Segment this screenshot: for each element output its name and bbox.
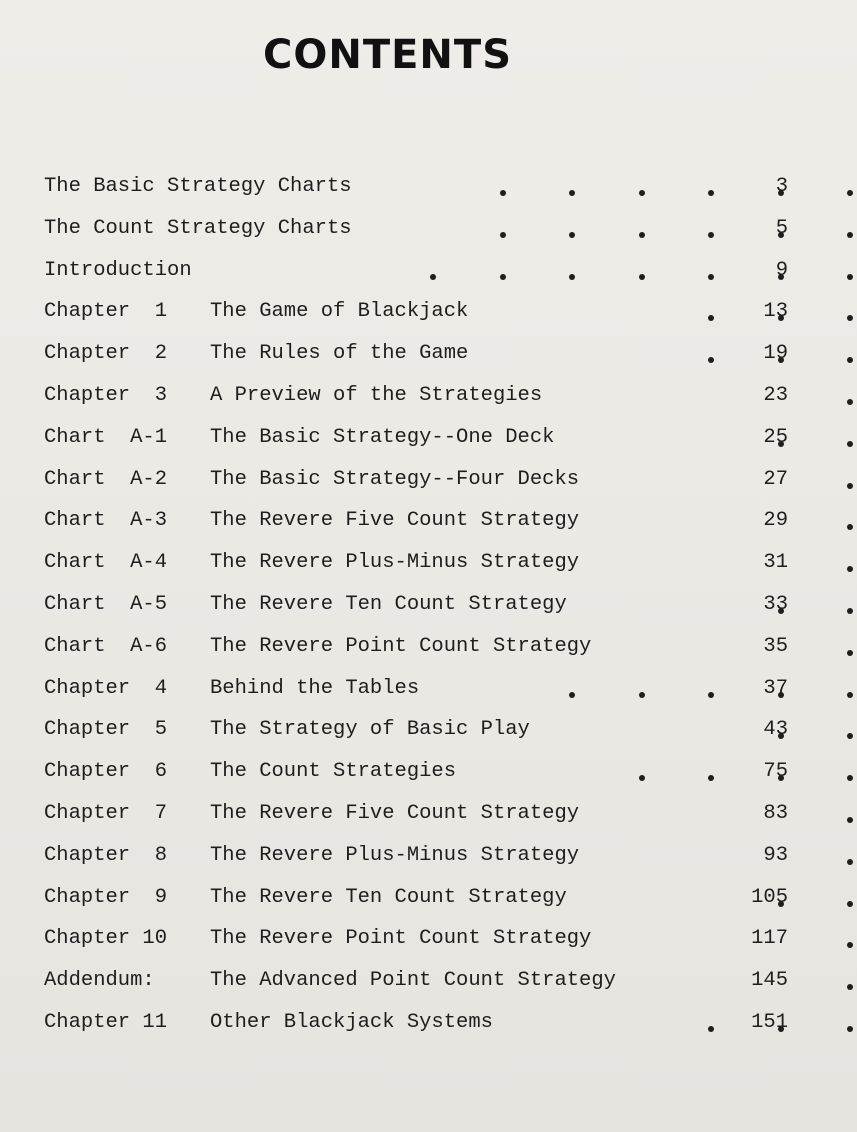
toc-page-number: 93 [763,843,788,867]
leader-dot [847,692,853,698]
toc-page-number: 5 [775,216,788,240]
toc-entry-label: Chart A-2 [44,467,168,491]
leader-dot [847,901,853,907]
leader-dot [847,399,853,405]
toc-entry-title: The Basic Strategy Charts [44,175,352,198]
leader-dot [639,190,645,196]
toc-page-number: 3 [775,175,788,198]
leader-dot [847,942,853,948]
toc-entry-label: Chapter 4 [44,676,168,700]
leader-dot [708,775,714,781]
toc-entry-label: Addendum: [44,969,155,993]
leader-dot [569,190,575,196]
toc-row [44,168,804,210]
toc-row [44,628,804,670]
toc-page-number: 43 [763,718,788,742]
toc-entry-label: Chart A-1 [44,425,168,449]
leader-dot [847,274,853,280]
toc-page-number: 19 [763,342,788,366]
toc-row [44,252,804,294]
toc-entry-label: Chapter 2 [44,342,168,366]
leader-dot [847,441,853,447]
toc-row [44,461,804,503]
leader-dot [569,232,575,238]
toc-entry-label: Chapter 6 [44,760,168,784]
toc-entry-title: The Basic Strategy--One Deck [210,425,555,449]
toc-entry-title: The Strategy of Basic Play [210,718,530,742]
leader-dot [639,274,645,280]
toc-entry-title: The Game of Blackjack [210,300,469,324]
leader-dot [708,315,714,321]
leader-dot [847,524,853,530]
toc-entry-title: The Advanced Point Count Strategy [210,969,616,993]
toc-page-number: 75 [763,760,788,784]
toc-entry-label: Chapter 1 [44,300,168,324]
toc-entry-title: Introduction [44,258,192,282]
toc-row [44,544,804,586]
toc-page-number: 37 [763,676,788,700]
leader-dot [847,190,853,196]
leader-dot [500,232,506,238]
toc-entry-label: Chapter 10 [44,927,168,951]
leader-dot [847,483,853,489]
toc-row [44,586,804,628]
toc-row [44,502,804,544]
leader-dot [569,692,575,698]
toc-row [44,210,804,252]
toc-page-number: 9 [775,258,788,282]
toc-entry-title: The Count Strategies [210,760,457,784]
toc-row [44,670,804,712]
toc-entry-label: Chapter 11 [44,1010,168,1034]
toc-entry-title: Behind the Tables [210,676,420,700]
toc-row [44,711,804,753]
toc-entry-title: The Revere Plus-Minus Strategy [210,551,580,575]
leader-dot [639,232,645,238]
toc-entry-title: The Revere Five Count Strategy [210,801,580,825]
page-title: CONTENTS [262,32,512,78]
leader-dot [639,692,645,698]
toc-row [44,920,804,962]
toc-entry-title: The Revere Plus-Minus Strategy [210,843,580,867]
toc-page-number: 31 [763,551,788,575]
toc-entry-title: The Rules of the Game [210,342,469,366]
toc-entry-label: Chapter 5 [44,718,168,742]
toc-row [44,419,804,461]
leader-dot [708,692,714,698]
toc-entry-label: Chapter 7 [44,801,168,825]
toc-entry-title: The Revere Point Count Strategy [210,634,592,658]
toc-entry-title: The Revere Ten Count Strategy [210,592,567,616]
toc-entry-title: Other Blackjack Systems [210,1010,493,1034]
leader-dot [847,357,853,363]
toc-entry-label: Chart A-4 [44,551,168,575]
leader-dot [847,817,853,823]
toc-page-number: 33 [763,592,788,616]
toc-page-number: 25 [763,425,788,449]
toc-row [44,1004,804,1046]
leader-dot [847,984,853,990]
leader-dot [708,357,714,363]
leader-dot [708,190,714,196]
toc-page-number: 151 [751,1010,788,1034]
leader-dot [569,274,575,280]
toc-entry-label: Chart A-3 [44,509,168,533]
toc-row [44,879,804,921]
toc-entry-title: A Preview of the Strategies [210,383,543,407]
toc-page-number: 29 [763,509,788,533]
toc-entry-title: The Revere Five Count Strategy [210,509,580,533]
toc-entry-label: Chapter 8 [44,843,168,867]
toc-entry-label: Chart A-5 [44,592,168,616]
leader-dot [708,232,714,238]
toc-page-number: 83 [763,801,788,825]
toc-page-number: 35 [763,634,788,658]
toc-entry-title: The Revere Ten Count Strategy [210,885,567,909]
leader-dot [847,775,853,781]
leader-dot [847,608,853,614]
leader-dot [847,1026,853,1032]
toc-entry-label: Chart A-6 [44,634,168,658]
leader-dot [430,274,436,280]
leader-dot [500,274,506,280]
toc-row [44,335,804,377]
toc-row [44,377,804,419]
leader-dot [847,315,853,321]
toc-page-number: 13 [763,300,788,324]
toc-page-number: 105 [751,885,788,909]
leader-dot [708,274,714,280]
toc-row [44,753,804,795]
toc-entry-label: Chapter 9 [44,885,168,909]
toc-entry-title: The Revere Point Count Strategy [210,927,592,951]
toc-page-number: 27 [763,467,788,491]
toc-row [44,837,804,879]
table-of-contents [44,168,804,1046]
toc-entry-title: The Count Strategy Charts [44,216,352,240]
leader-dot [708,1026,714,1032]
leader-dot [847,733,853,739]
toc-page-number: 145 [751,969,788,993]
toc-entry-title: The Basic Strategy--Four Decks [210,467,580,491]
toc-row [44,795,804,837]
leader-dot [847,566,853,572]
toc-row [44,293,804,335]
leader-dot [639,775,645,781]
toc-page-number: 117 [751,927,788,951]
toc-entry-label: Chapter 3 [44,383,168,407]
toc-page-number: 23 [763,383,788,407]
leader-dot [500,190,506,196]
leader-dot [847,859,853,865]
leader-dot [847,650,853,656]
leader-dot [847,232,853,238]
toc-row [44,962,804,1004]
